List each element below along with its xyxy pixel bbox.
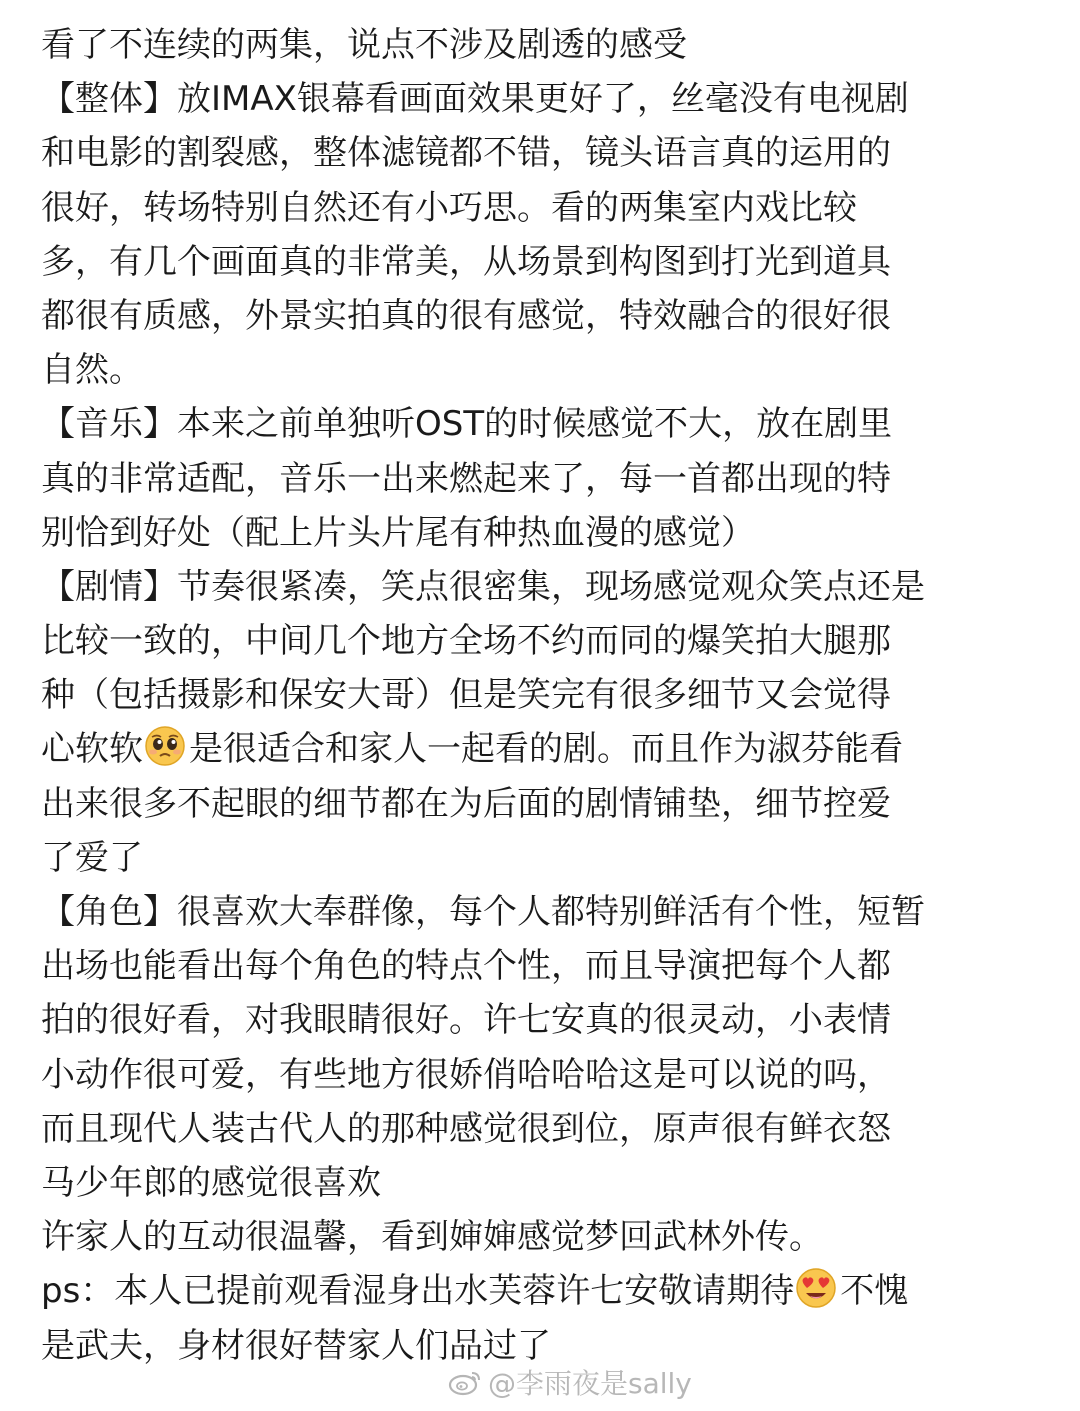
post-line: 自然。 [41, 350, 143, 391]
post-line: 很好，转场特别自然还有小巧思。看的两集室内戏比较 [41, 187, 857, 228]
post-line-segment: 不愧 [840, 1271, 909, 1312]
heart-eyes-emoji-icon [794, 1266, 838, 1310]
post-line: 出来很多不起眼的细节都在为后面的剧情铺垫，细节控爱 [41, 783, 891, 824]
post-line: 拍的很好看，对我眼睛很好。许七安真的很灵动，小表情 [41, 1000, 891, 1041]
post-line: 和电影的割裂感，整体滤镜都不错，镜头语言真的运用的 [41, 133, 891, 174]
post-line: 而且现代人装古代人的那种感觉很到位，原声很有鲜衣怒 [41, 1108, 891, 1149]
watermark-text: @李雨夜是sally [488, 1367, 692, 1400]
post-line: 小动作很可爱，有些地方很娇俏哈哈哈这是可以说的吗， [41, 1054, 891, 1095]
post-line: 都很有质感，外景实拍真的很有感觉，特效融合的很好很 [41, 295, 891, 336]
post-line: 出场也能看出每个角色的特点个性，而且导演把每个人都 [41, 946, 891, 987]
post-line: 【角色】很喜欢大奉群像，每个人都特别鲜活有个性，短暂 [41, 892, 925, 932]
post-line: 多，有几个画面真的非常美，从场景到构图到打光到道具 [41, 241, 891, 282]
weibo-logo-icon [448, 1368, 482, 1396]
post-line: 是武夫，身材很好替家人们品过了 [41, 1325, 551, 1366]
weibo-watermark [448, 1362, 692, 1402]
post-line: 了爱了 [41, 837, 143, 878]
post-line-segment: 是很适合和家人一起看的剧。而且作为淑芬能看 [189, 729, 903, 770]
post-line: 许家人的互动很温馨，看到婶婶感觉梦回武林外传。 [41, 1217, 823, 1258]
post-line: 【剧情】节奏很紧凑，笑点很密集，现场感觉观众笑点还是 [41, 566, 925, 607]
post-line: 比较一致的，中间几个地方全场不约而同的爆笑拍大腿那 [41, 621, 891, 662]
post-line-segment: ps：本人已提前观看湿身出水芙蓉许七安敬请期待 [41, 1271, 795, 1312]
post-line-segment: 心软软 [41, 729, 143, 770]
post-line: 【整体】放IMAX银幕看画面效果更好了，丝毫没有电视剧 [41, 79, 909, 120]
post-line: 马少年郎的感觉很喜欢 [41, 1162, 381, 1203]
post-line: 别恰到好处（配上片头片尾有种热血漫的感觉） [41, 512, 755, 553]
post-line-with-emoji [41, 722, 1051, 776]
post-body [41, 18, 1051, 1373]
post-line: 种（包括摄影和保安大哥）但是笑完有很多细节又会觉得 [41, 675, 891, 716]
post-line: 看了不连续的两集，说点不涉及剧透的感受 [41, 25, 687, 65]
post-line-with-emoji [41, 1264, 1051, 1318]
post-line: 【音乐】本来之前单独听OST的时候感觉不大，放在剧里 [41, 404, 893, 445]
post-line: 真的非常适配，音乐一出来燃起来了，每一首都出现的特 [41, 458, 891, 499]
pleading-face-emoji-icon [143, 724, 187, 768]
